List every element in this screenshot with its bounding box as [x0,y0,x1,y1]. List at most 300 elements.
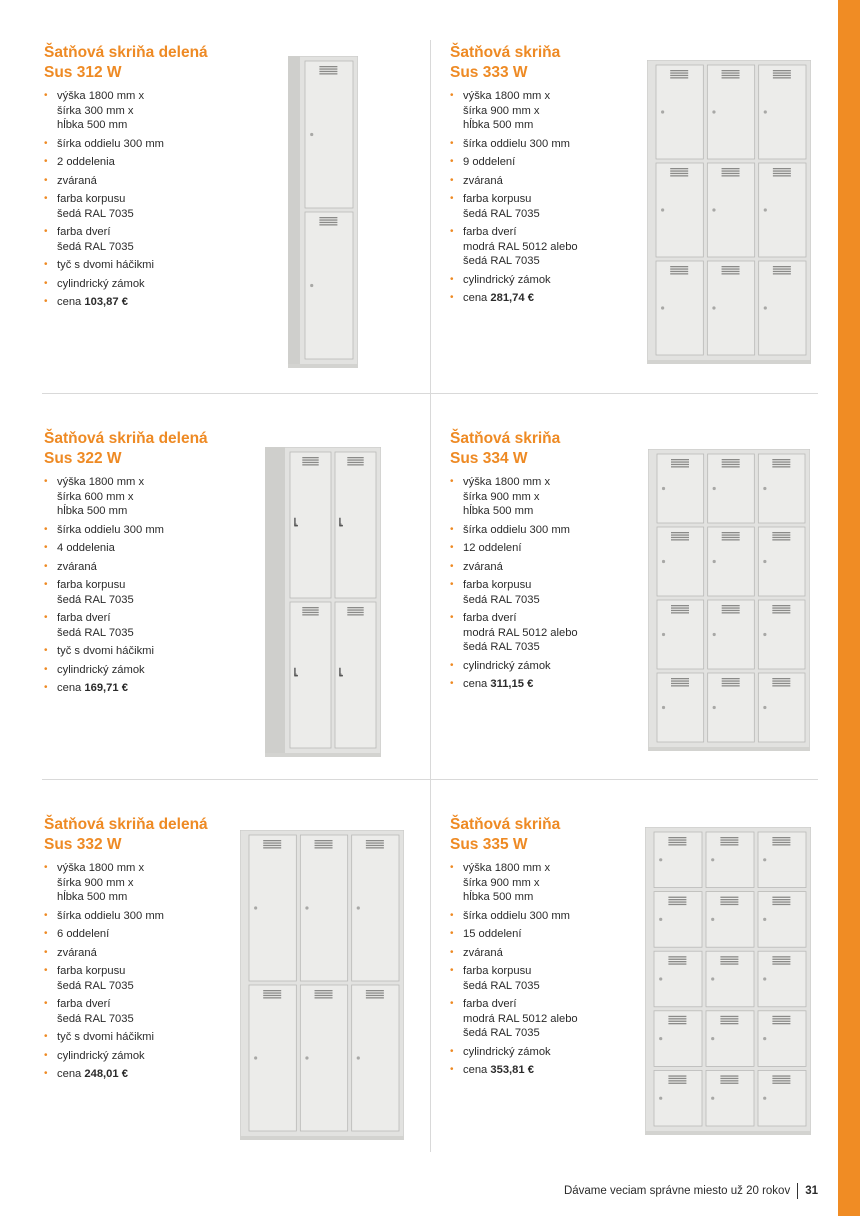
door-lock [305,906,308,909]
door-vent [720,844,738,845]
door-vent [366,840,384,841]
door-vent [772,839,790,840]
door-vent [773,173,791,174]
door-lock [662,633,665,636]
door-vent [773,268,791,269]
door-vent [720,837,738,838]
cabinet-base [265,753,381,757]
door-vent [668,901,686,902]
door-vent [366,845,384,846]
door-vent [668,837,686,838]
door-vent [722,75,740,76]
door-lock [661,110,664,113]
door-vent [772,959,790,960]
door-vent [772,904,790,905]
door-vent [722,268,740,269]
spec-item: • cylindrický zámok [450,1045,840,1060]
door-vent [670,170,688,171]
door-vent [720,1018,738,1019]
door-vent [722,678,740,679]
product-title-line1: Šatňová skriňa delená [44,430,208,447]
door-vent [670,273,688,274]
spec-item: • farba dverí šedá RAL 7035 [44,611,434,640]
door-lock [712,208,715,211]
door-vent [772,612,790,613]
product-title-line1: Šatňová skriňa [450,44,561,61]
spec-item: • zváraná [450,560,840,575]
spec-item: • 12 oddelení [450,541,840,556]
door-vent [319,71,337,72]
spec-item: • farba korpusu šedá RAL 7035 [450,964,840,993]
door-lock [659,1037,662,1040]
spec-item: • cylindrický zámok [44,663,434,678]
door-lock [659,977,662,980]
door-lock [662,560,665,563]
door-vent [722,266,740,267]
door-lock [305,1056,308,1059]
price-value: 169,71 € [84,682,128,694]
product-code: Sus 332 W [44,836,122,853]
door-vent [315,990,333,991]
door-vent [772,539,790,540]
cabinet-base [240,1136,404,1140]
door-lock [711,1097,714,1100]
door-vent [366,990,384,991]
door-vent [671,461,689,462]
product-code: Sus 334 W [450,450,528,467]
door-vent [772,537,790,538]
door-lock [662,487,665,490]
door-vent [315,840,333,841]
door-vent [670,75,688,76]
door-vent [671,610,689,611]
door-lock [711,977,714,980]
price-value: 353,81 € [490,1064,534,1076]
product-title-line1: Šatňová skriňa [450,430,561,447]
door-vent [722,532,740,533]
door-lock [713,633,716,636]
cabinet-base [645,1131,811,1135]
door-vent [772,844,790,845]
door-vent [670,77,688,78]
door-vent [720,959,738,960]
door-vent [668,904,686,905]
door-vent [772,459,790,460]
door-vent [670,268,688,269]
product-title-line1: Šatňová skriňa delená [44,816,208,833]
door-vent [772,680,790,681]
door-vent [366,847,384,848]
door-vent [772,842,790,843]
cabinet-image-sus-332-w [240,830,404,1140]
door-vent [670,266,688,267]
door-lock [763,633,766,636]
door-lock [662,706,665,709]
door-lock [659,1097,662,1100]
spec-item: • 9 oddelení [450,155,840,170]
door-lock [763,706,766,709]
product-title-line1: Šatňová skriňa [450,816,561,833]
door-vent [772,1083,790,1084]
door-vent [670,70,688,71]
door-vent [772,685,790,686]
row-divider-2 [42,779,818,780]
spec-price [44,295,434,310]
door-lock [711,1037,714,1040]
spec-item: • tyč s dvomi háčikmi [44,258,434,273]
door-lock [763,487,766,490]
spec-item: • farba dverí modrá RAL 5012 alebo šedá RAL 7035 [450,997,840,1041]
price-label: cena [57,1068,85,1080]
spec-item: • zváraná [44,174,434,189]
door-lock [713,706,716,709]
door-vent [668,1080,686,1081]
door-vent [772,605,790,606]
door-vent [772,899,790,900]
cabinet-image-sus-334-w [648,449,810,751]
door-vent [366,997,384,998]
door-vent [722,610,740,611]
door-vent [722,271,740,272]
spec-item: • zváraná [450,174,840,189]
door-vent [671,678,689,679]
door-vent [668,961,686,962]
price-label: cena [57,682,85,694]
spec-item: • farba dverí šedá RAL 7035 [44,997,434,1026]
door-vent [366,992,384,993]
spec-item: • šírka oddielu 300 mm [44,137,434,152]
door-lock [713,487,716,490]
door-lock [763,1097,766,1100]
spec-item: • výška 1800 mm x šírka 900 mm x hĺbka 500 mm [450,89,840,133]
door-vent [347,457,363,458]
door-vent [302,612,318,613]
door-vent [668,959,686,960]
door-vent [668,1083,686,1084]
door-vent [668,1016,686,1017]
door-vent [671,466,689,467]
door-vent [720,1078,738,1079]
spec-item: • farba dverí šedá RAL 7035 [44,225,434,254]
door-vent [772,466,790,467]
price-label: cena [57,296,85,308]
spec-item: • 6 oddelení [44,927,434,942]
cabinet-base [647,360,811,364]
door-vent [772,961,790,962]
door-vent [347,614,363,615]
door-vent [720,904,738,905]
door-vent [722,612,740,613]
spec-item: • zváraná [450,946,840,961]
door-vent [720,842,738,843]
door-vent [347,607,363,608]
price-value: 103,87 € [84,296,128,308]
door-lock [763,918,766,921]
spec-item: • cylindrický zámok [44,1049,434,1064]
door-vent [772,610,790,611]
door-vent [671,605,689,606]
spec-item: • šírka oddielu 300 mm [450,523,840,538]
door-lock [713,560,716,563]
door-vent [670,271,688,272]
door-vent [668,956,686,957]
door-lock [712,110,715,113]
door-lock [254,1056,257,1059]
spec-item: • tyč s dvomi háčikmi [44,644,434,659]
product-sus-312-w [44,43,434,314]
price-label: cena [463,678,491,690]
door-vent [773,271,791,272]
door-vent [772,897,790,898]
door-vent [773,77,791,78]
door-vent [720,1080,738,1081]
door-vent [720,899,738,900]
door-lock [659,918,662,921]
door-vent [772,461,790,462]
door-vent [722,607,740,608]
door-vent [772,464,790,465]
door-vent [772,956,790,957]
door-lock [357,1056,360,1059]
door-vent [319,222,337,223]
spec-item: • cylindrický zámok [450,273,840,288]
door-vent [720,956,738,957]
door-vent [722,175,740,176]
spec-item: • farba korpusu šedá RAL 7035 [44,964,434,993]
door-vent [722,170,740,171]
door-vent [668,1021,686,1022]
door-vent [315,845,333,846]
door-vent [668,899,686,900]
cabinet-base [648,747,810,751]
door-lock [659,858,662,861]
door-vent [671,683,689,684]
price-label: cena [463,1064,491,1076]
door-vent [720,1021,738,1022]
spec-item: • farba korpusu šedá RAL 7035 [450,192,840,221]
door-vent [671,539,689,540]
door-vent [722,173,740,174]
door-vent [722,459,740,460]
spec-item: • výška 1800 mm x šírka 900 mm x hĺbka 500 mm [450,861,840,905]
page-footer [564,1183,818,1199]
door-vent [720,961,738,962]
door-vent [720,901,738,902]
product-title [44,43,434,83]
door-vent [319,66,337,67]
door-vent [315,842,333,843]
door-vent [347,459,363,460]
door-lock [357,906,360,909]
door-vent [720,897,738,898]
door-vent [772,837,790,838]
door-vent [319,73,337,74]
door-vent [668,1018,686,1019]
spec-item: • farba dverí modrá RAL 5012 alebo šedá RAL 7035 [450,611,840,655]
door-vent [772,963,790,964]
door-vent [315,995,333,996]
door-vent [720,1083,738,1084]
door-vent [671,685,689,686]
door-lock [763,1037,766,1040]
cabinet-side-panel [288,56,300,368]
door-vent [722,273,740,274]
door-vent [671,459,689,460]
door-lock [310,284,313,287]
product-code: Sus 333 W [450,64,528,81]
door-lock [310,133,313,136]
door-vent [302,464,318,465]
footer-separator [797,1183,798,1199]
door-vent [302,607,318,608]
cabinet-image-sus-333-w [647,60,811,364]
spec-item: • tyč s dvomi háčikmi [44,1030,434,1045]
door-vent [722,72,740,73]
door-vent [671,534,689,535]
product-code: Sus 335 W [450,836,528,853]
door-vent [668,897,686,898]
door-vent [263,990,281,991]
cabinet-image-sus-312-w [288,56,358,368]
door-lock [712,306,715,309]
door-vent [671,464,689,465]
door-vent [772,1080,790,1081]
door-vent [772,607,790,608]
door-vent [722,685,740,686]
door-vent [668,1023,686,1024]
door-vent [772,1075,790,1076]
door-vent [671,607,689,608]
door-vent [366,995,384,996]
door-vent [773,168,791,169]
door-vent [263,847,281,848]
door-vent [302,457,318,458]
door-vent [722,168,740,169]
door-vent [772,532,790,533]
door-vent [671,532,689,533]
door-vent [722,466,740,467]
spec-list [44,89,434,310]
price-value: 281,74 € [490,292,534,304]
spec-item: • cylindrický zámok [44,277,434,292]
door-vent [772,534,790,535]
spec-item: • farba korpusu šedá RAL 7035 [44,192,434,221]
door-vent [315,992,333,993]
door-vent [319,217,337,218]
door-vent [302,459,318,460]
door-vent [668,842,686,843]
door-lock [763,858,766,861]
door-vent [315,997,333,998]
spec-item: • farba korpusu šedá RAL 7035 [450,578,840,607]
door-vent [772,678,790,679]
door-vent [347,462,363,463]
door-lock [764,110,767,113]
door-vent [668,963,686,964]
door-vent [263,845,281,846]
spec-item: • zváraná [44,560,434,575]
door-vent [668,1078,686,1079]
spec-item: • šírka oddielu 300 mm [44,909,434,924]
cabinet-image-sus-322-w [265,447,381,757]
row-divider-1 [42,393,818,394]
door-vent [772,1078,790,1079]
door-vent [722,77,740,78]
door-lock [764,306,767,309]
door-vent [670,175,688,176]
spec-item: • výška 1800 mm x šírka 900 mm x hĺbka 500 mm [44,861,434,905]
door-vent [319,219,337,220]
spec-item: • 2 oddelenia [44,155,434,170]
door-lock [763,560,766,563]
door-vent [722,680,740,681]
door-vent [772,683,790,684]
door-vent [773,72,791,73]
footer-tagline: Dávame veciam správne miesto už 20 rokov [563,1185,791,1197]
door-vent [773,75,791,76]
price-value: 248,01 € [84,1068,128,1080]
door-vent [263,995,281,996]
door-vent [263,842,281,843]
door-vent [347,612,363,613]
door-vent [302,462,318,463]
door-vent [668,839,686,840]
spec-item: • výška 1800 mm x šírka 900 mm x hĺbka 500 mm [450,475,840,519]
door-vent [772,1021,790,1022]
spec-item: • šírka oddielu 300 mm [450,909,840,924]
cabinet-side-panel [265,447,285,757]
door-vent [263,997,281,998]
spec-item: • 4 oddelenia [44,541,434,556]
page-number: 31 [805,1185,818,1197]
door-vent [302,614,318,615]
door-vent [722,464,740,465]
door-vent [773,170,791,171]
door-vent [315,847,333,848]
price-value: 311,15 € [490,678,534,690]
door-vent [319,224,337,225]
door-vent [671,537,689,538]
door-lock [763,977,766,980]
spec-item: • zváraná [44,946,434,961]
door-vent [347,609,363,610]
product-code: Sus 322 W [44,450,122,467]
door-vent [773,70,791,71]
door-vent [671,612,689,613]
door-vent [671,680,689,681]
door-vent [366,842,384,843]
door-vent [722,461,740,462]
door-vent [773,175,791,176]
door-vent [668,844,686,845]
spec-item: • šírka oddielu 300 mm [450,137,840,152]
door-vent [722,534,740,535]
door-vent [670,72,688,73]
door-vent [263,992,281,993]
spec-item: • šírka oddielu 300 mm [44,523,434,538]
door-vent [772,1023,790,1024]
spec-item: • výška 1800 mm x šírka 600 mm x hĺbka 500 mm [44,475,434,519]
spec-item: • 15 oddelení [450,927,840,942]
door-vent [773,273,791,274]
cabinet-base [288,364,358,368]
spec-item: • farba dverí modrá RAL 5012 alebo šedá RAL 7035 [450,225,840,269]
door-lock [711,918,714,921]
door-vent [772,901,790,902]
orange-edge-bar [838,0,860,1216]
door-vent [668,1075,686,1076]
door-vent [773,266,791,267]
